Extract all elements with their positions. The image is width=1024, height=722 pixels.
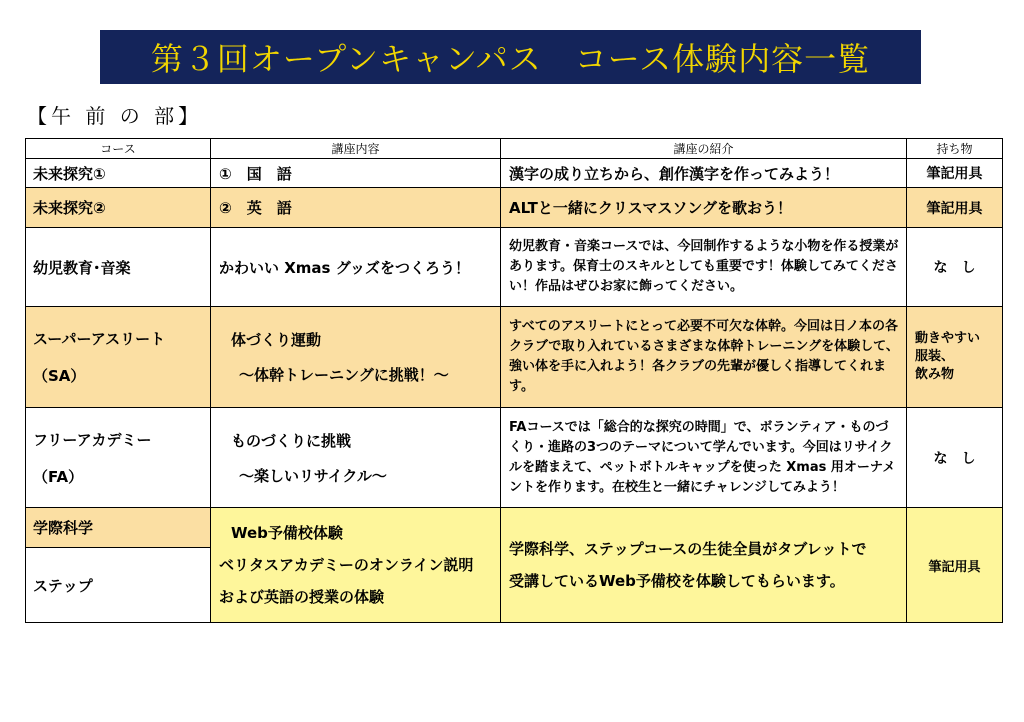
course-items-line: 飲み物 (915, 367, 955, 382)
course-name (26, 307, 211, 408)
course-content-line: 体づくり運動 (231, 331, 322, 349)
table-header-row (26, 139, 1003, 159)
course-intro: 幼児教育・音楽コースでは、今回制作するような小物を作る授業があります。保育士のスキルとしても重要です！体験してみてください！作品はぜひお家に飾ってください。 (501, 228, 907, 307)
table-row (26, 188, 1003, 228)
page-title: 第３回オープンキャンパス コース体験内容一覧 (150, 40, 871, 78)
course-name: 未来探究① (26, 159, 211, 188)
course-name: ステップ (26, 548, 211, 623)
header-course: コース (26, 139, 211, 159)
course-content-line: および英語の授業の体験 (219, 588, 385, 606)
course-intro: すべてのアスリートにとって必要不可欠な体幹。今回は日ノ本の各クラブで取り入れているさまざまな体幹トレーニングを体験して、強い体を手に入れよう！各クラブの先輩が優しく指導してくれます。 (501, 307, 907, 408)
course-name: 幼児教育･音楽 (26, 228, 211, 307)
course-content (211, 408, 501, 508)
title-banner (100, 30, 921, 84)
course-items: な し (907, 228, 1003, 307)
course-content-line: ベリタスアカデミーのオンライン説明 (219, 556, 474, 574)
course-name-line: （SA） (33, 367, 86, 385)
course-intro: ALTと一緒にクリスマスソングを歌おう！ (501, 188, 907, 228)
course-content-line: ものづくりに挑戦 (231, 431, 352, 450)
header-items: 持ち物 (907, 139, 1003, 159)
table-row (26, 307, 1003, 408)
course-content (211, 508, 501, 623)
course-intro-line: 学際科学、ステップコースの生徒全員がタブレットで (509, 540, 867, 558)
table-row (26, 228, 1003, 307)
course-content (211, 307, 501, 408)
course-content-line: ～体幹トレーニングに挑戦！～ (239, 366, 449, 384)
course-intro: FAコースでは「総合的な探究の時間」で、ボランティア・ものづくり・進路の3つのテーマについて学んでいます。今回はリサイクルを踏まえて、ペットボトルキャップを使った Xmas 用オーナメントを作ります。在校生と一緒にチャレンジしてみよう！ (501, 408, 907, 508)
course-items-line: 服装、 (915, 349, 955, 364)
table-row (26, 408, 1003, 508)
course-intro: 漢字の成り立ちから、創作漢字を作ってみよう！ (501, 159, 907, 188)
course-content-line: Web予備校体験 (231, 524, 343, 542)
course-content: かわいい Xmas グッズをつくろう！ (211, 228, 501, 307)
header-intro: 講座の紹介 (501, 139, 907, 159)
course-content: ② 英 語 (211, 188, 501, 228)
course-name: 学際科学 (26, 508, 211, 548)
course-items: 筆記用具 (907, 508, 1003, 623)
course-items (907, 307, 1003, 408)
course-items: 筆記用具 (907, 159, 1003, 188)
course-items: 筆記用具 (907, 188, 1003, 228)
course-content: ① 国 語 (211, 159, 501, 188)
course-items-line: 動きやすい (915, 331, 981, 346)
course-name: 未来探究② (26, 188, 211, 228)
course-content-line: ～楽しいリサイクル～ (239, 466, 387, 485)
course-table (25, 138, 1003, 623)
header-content: 講座内容 (211, 139, 501, 159)
course-items: な し (907, 408, 1003, 508)
course-name-line: スーパーアスリート (33, 330, 166, 348)
course-name (26, 408, 211, 508)
table-row (26, 508, 1003, 548)
table-row (26, 159, 1003, 188)
course-name-line: フリーアカデミー (33, 430, 152, 449)
course-intro-line: 受講しているWeb予備校を体験してもらいます。 (509, 572, 845, 590)
course-intro (501, 508, 907, 623)
section-label: 【午 前 の 部】 (27, 104, 203, 128)
course-name-line: （FA） (33, 467, 84, 486)
